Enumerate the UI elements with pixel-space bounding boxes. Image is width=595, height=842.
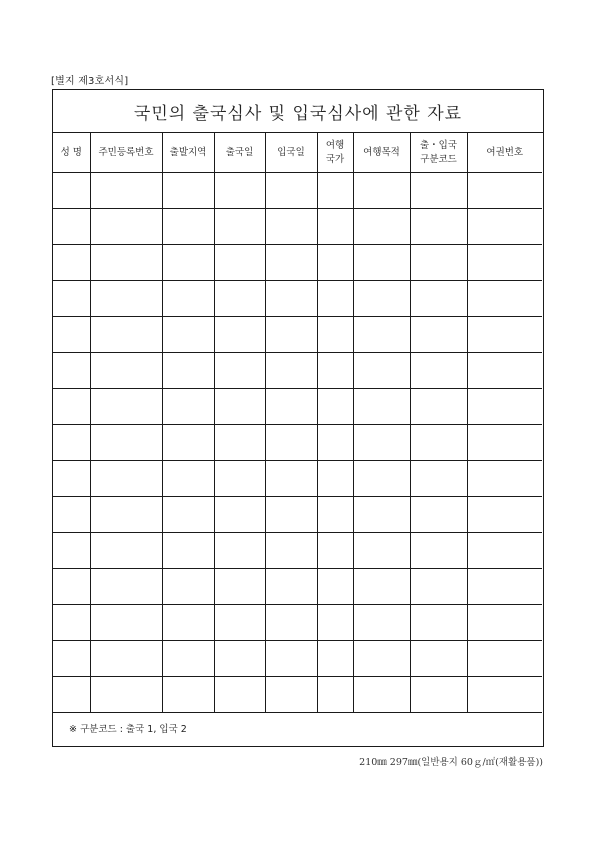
table-cell	[162, 389, 214, 425]
column-header-departure-area: 출발지역	[162, 133, 214, 173]
table-row	[53, 497, 542, 533]
table-row	[53, 245, 542, 281]
table-cell	[265, 641, 317, 677]
table-cell	[162, 245, 214, 281]
table-cell	[317, 317, 353, 353]
column-header-travel-country: 여행 국가	[317, 133, 353, 173]
column-header-passport-number: 여권번호	[467, 133, 542, 173]
code-note: ※ 구분코드 : 출국 1, 입국 2	[69, 723, 187, 735]
table-cell	[410, 677, 467, 713]
table-cell	[90, 425, 162, 461]
table-cell	[410, 497, 467, 533]
table-cell	[90, 677, 162, 713]
table-cell	[265, 605, 317, 641]
table-cell	[53, 317, 90, 353]
table-cell	[467, 461, 542, 497]
table-cell	[90, 245, 162, 281]
table-cell	[53, 209, 90, 245]
table-cell	[410, 281, 467, 317]
table-header-row	[53, 133, 542, 173]
table-cell	[265, 497, 317, 533]
table-cell	[410, 389, 467, 425]
table-cell	[317, 173, 353, 209]
table-cell	[317, 281, 353, 317]
table-cell	[317, 389, 353, 425]
table-cell	[265, 569, 317, 605]
table-cell	[214, 677, 265, 713]
table-cell	[53, 425, 90, 461]
table-row	[53, 425, 542, 461]
table-cell	[410, 317, 467, 353]
table-cell	[353, 209, 410, 245]
table-cell	[353, 461, 410, 497]
table-cell	[162, 353, 214, 389]
table-row	[53, 641, 542, 677]
table-cell	[162, 173, 214, 209]
table-cell	[53, 173, 90, 209]
table-row	[53, 209, 542, 245]
form-title: 국민의 출국심사 및 입국심사에 관한 자료	[53, 90, 543, 133]
table-cell	[90, 317, 162, 353]
table-cell	[53, 605, 90, 641]
table-cell	[467, 209, 542, 245]
column-header-name: 성 명	[53, 133, 90, 173]
table-cell	[53, 461, 90, 497]
table-cell	[53, 245, 90, 281]
table-cell	[214, 533, 265, 569]
table-cell	[353, 677, 410, 713]
table-cell	[467, 425, 542, 461]
table-row	[53, 317, 542, 353]
table-cell	[162, 641, 214, 677]
form-number-label: [별지 제3호서식]	[51, 76, 129, 87]
table-cell	[265, 389, 317, 425]
table-cell	[410, 245, 467, 281]
table-cell	[410, 173, 467, 209]
table-cell	[265, 245, 317, 281]
form-container	[52, 89, 544, 747]
table-row	[53, 605, 542, 641]
table-cell	[317, 677, 353, 713]
table-cell	[353, 281, 410, 317]
table-cell	[410, 425, 467, 461]
table-cell	[214, 317, 265, 353]
table-cell	[214, 641, 265, 677]
table-cell	[265, 533, 317, 569]
table-cell	[353, 569, 410, 605]
table-cell	[90, 641, 162, 677]
table-cell	[162, 425, 214, 461]
table-cell	[53, 353, 90, 389]
table-row	[53, 353, 542, 389]
column-header-resident-number: 주민등록번호	[90, 133, 162, 173]
table-row	[53, 173, 542, 209]
table-cell	[53, 389, 90, 425]
table-cell	[467, 353, 542, 389]
table-row	[53, 677, 542, 713]
table-cell	[410, 209, 467, 245]
table-cell	[162, 533, 214, 569]
table-cell	[265, 173, 317, 209]
table-cell	[162, 281, 214, 317]
table-cell	[265, 353, 317, 389]
table-cell	[214, 497, 265, 533]
table-cell	[317, 353, 353, 389]
table-cell	[410, 569, 467, 605]
table-cell	[90, 281, 162, 317]
table-cell	[467, 317, 542, 353]
table-cell	[410, 533, 467, 569]
table-cell	[353, 389, 410, 425]
table-cell	[53, 569, 90, 605]
table-cell	[317, 425, 353, 461]
table-cell	[265, 677, 317, 713]
records-table	[53, 133, 542, 713]
table-cell	[353, 641, 410, 677]
table-cell	[53, 281, 90, 317]
table-cell	[162, 317, 214, 353]
column-header-entry-exit-code: 출・입국 구분코드	[410, 133, 467, 173]
table-cell	[214, 569, 265, 605]
table-cell	[410, 641, 467, 677]
table-cell	[467, 245, 542, 281]
table-cell	[265, 461, 317, 497]
table-cell	[467, 641, 542, 677]
table-cell	[467, 533, 542, 569]
table-cell	[53, 641, 90, 677]
table-cell	[90, 533, 162, 569]
table-cell	[467, 173, 542, 209]
table-cell	[90, 389, 162, 425]
table-cell	[410, 353, 467, 389]
table-cell	[53, 497, 90, 533]
table-cell	[90, 569, 162, 605]
table-cell	[467, 389, 542, 425]
table-cell	[265, 425, 317, 461]
table-row	[53, 389, 542, 425]
table-cell	[317, 533, 353, 569]
table-row	[53, 533, 542, 569]
table-cell	[162, 497, 214, 533]
table-cell	[90, 497, 162, 533]
table-cell	[214, 389, 265, 425]
table-cell	[353, 497, 410, 533]
table-cell	[214, 173, 265, 209]
table-cell	[317, 245, 353, 281]
table-cell	[90, 605, 162, 641]
table-cell	[317, 641, 353, 677]
table-cell	[90, 461, 162, 497]
table-cell	[467, 569, 542, 605]
table-cell	[53, 533, 90, 569]
table-cell	[467, 281, 542, 317]
table-cell	[162, 677, 214, 713]
table-cell	[317, 461, 353, 497]
column-header-travel-purpose: 여행목적	[353, 133, 410, 173]
table-cell	[162, 209, 214, 245]
table-body	[53, 173, 542, 713]
table-cell	[317, 605, 353, 641]
table-cell	[265, 317, 317, 353]
column-header-entry-date: 입국일	[265, 133, 317, 173]
table-row	[53, 461, 542, 497]
table-cell	[214, 425, 265, 461]
table-cell	[410, 461, 467, 497]
table-cell	[265, 209, 317, 245]
table-cell	[214, 209, 265, 245]
table-cell	[162, 461, 214, 497]
table-cell	[353, 173, 410, 209]
table-cell	[214, 281, 265, 317]
table-cell	[353, 533, 410, 569]
table-cell	[317, 569, 353, 605]
table-cell	[410, 605, 467, 641]
table-cell	[162, 569, 214, 605]
table-cell	[214, 605, 265, 641]
table-cell	[90, 173, 162, 209]
table-cell	[265, 281, 317, 317]
table-cell	[353, 353, 410, 389]
table-cell	[214, 245, 265, 281]
table-cell	[467, 605, 542, 641]
table-cell	[353, 425, 410, 461]
column-header-departure-date: 출국일	[214, 133, 265, 173]
table-cell	[353, 245, 410, 281]
table-cell	[353, 605, 410, 641]
table-row	[53, 281, 542, 317]
table-cell	[90, 209, 162, 245]
table-cell	[214, 461, 265, 497]
paper-spec-footer: 210㎜ 297㎜(일반용지 60ｇ/㎡(재활용품))	[359, 757, 543, 768]
table-cell	[467, 497, 542, 533]
table-cell	[467, 677, 542, 713]
table-cell	[214, 353, 265, 389]
table-cell	[53, 677, 90, 713]
table-cell	[353, 317, 410, 353]
table-cell	[317, 209, 353, 245]
table-cell	[162, 605, 214, 641]
table-cell	[317, 497, 353, 533]
table-cell	[90, 353, 162, 389]
table-row	[53, 569, 542, 605]
